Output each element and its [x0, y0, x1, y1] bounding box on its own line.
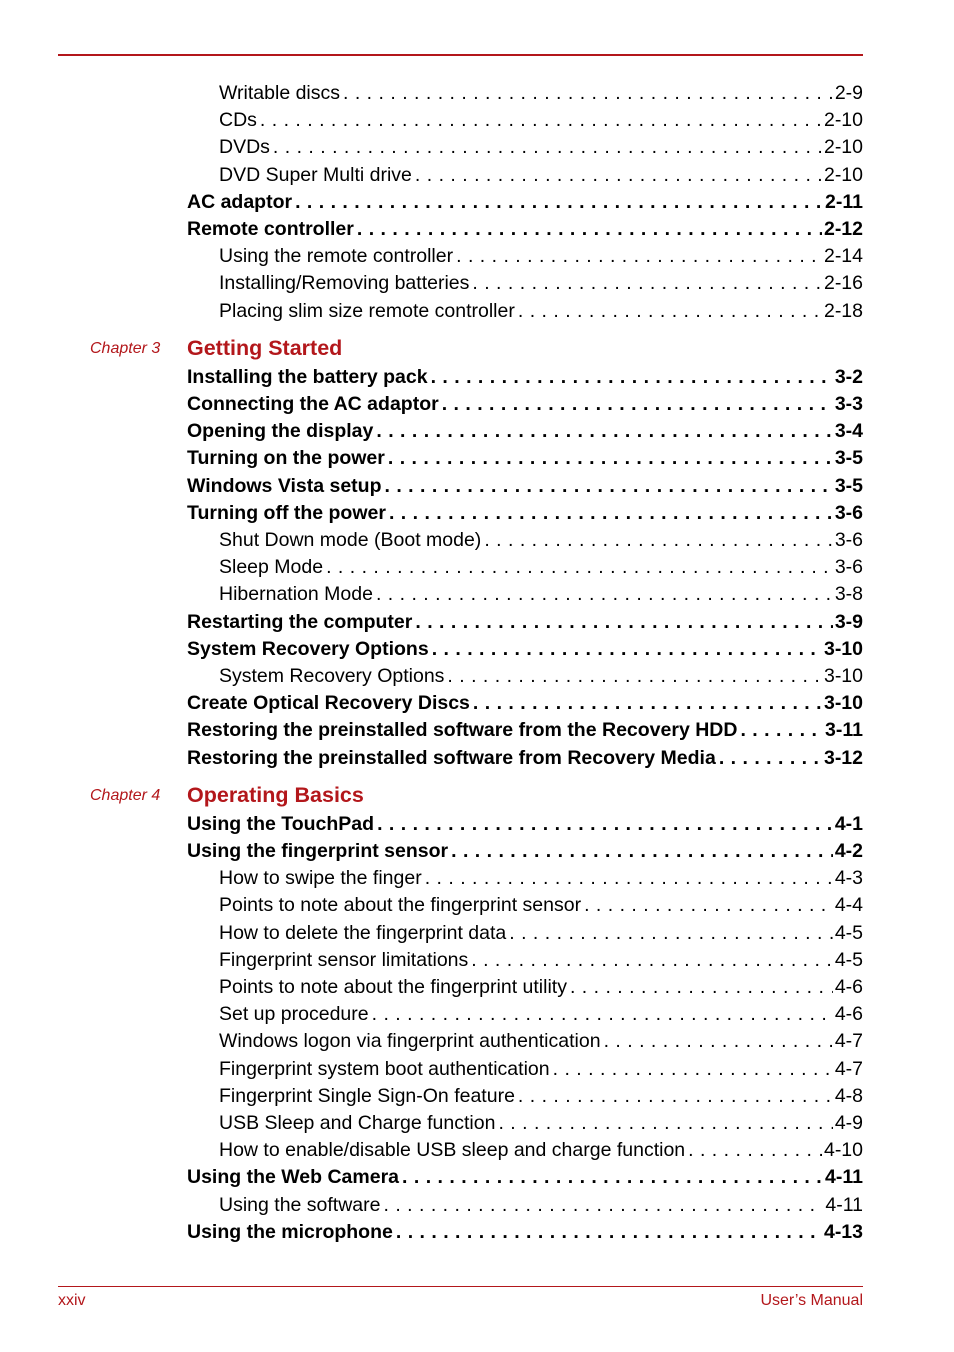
toc-subsection-entry[interactable]: [219, 583, 863, 610]
toc-entry-label: Using the Web Camera: [187, 1166, 400, 1189]
toc-entry-page: 4-13: [823, 1220, 863, 1243]
toc-section-entry[interactable]: [187, 1221, 863, 1248]
toc-entry-page: 2-10: [823, 163, 863, 186]
toc-subsection-entry[interactable]: [219, 245, 863, 272]
toc-subsection-entry[interactable]: [219, 109, 863, 136]
toc-entry-page: 3-5: [834, 474, 863, 497]
toc-entry-label: CDs: [219, 109, 257, 132]
toc-entry-page: 4-9: [834, 1112, 863, 1134]
toc-entry-page: 4-5: [834, 921, 863, 944]
toc-entry-page: 2-18: [823, 299, 863, 322]
toc-entry-label: Fingerprint system boot authentication: [219, 1057, 550, 1080]
toc-entry-page: 2-16: [823, 272, 863, 295]
toc-section-entry[interactable]: [187, 813, 863, 840]
toc-entry-label: Points to note about the fingerprint utility: [219, 976, 567, 998]
toc-entry-page: 2-10: [823, 109, 863, 132]
toc-leader-dots: [357, 218, 822, 241]
toc-entry-page: 3-6: [834, 501, 863, 524]
toc-entry-page: 2-9: [834, 82, 863, 104]
toc-entry-page: 3-4: [834, 420, 863, 443]
toc-leader-dots: [425, 867, 833, 890]
toc-entry-label: Create Optical Recovery Discs: [187, 692, 470, 715]
toc-leader-dots: [456, 245, 822, 268]
toc-entry-label: Shut Down mode (Boot mode): [219, 529, 482, 551]
toc-section-entry[interactable]: [187, 393, 863, 420]
toc-entry-label: Turning off the power: [187, 501, 386, 524]
toc-leader-dots: [402, 1166, 823, 1189]
toc-entry-label: Placing slim size remote controller: [219, 299, 515, 322]
toc-section-entry[interactable]: [187, 692, 863, 719]
toc-entry-page: 4-7: [834, 1057, 863, 1080]
toc-leader-dots: [377, 813, 833, 836]
toc-leader-dots: [260, 109, 822, 132]
chapter-tag: Chapter 4: [90, 786, 161, 804]
toc-entry-page: 3-10: [823, 637, 863, 660]
toc-entry-label: Fingerprint sensor limitations: [219, 948, 469, 971]
toc-section-entry[interactable]: [187, 611, 863, 638]
toc-leader-dots: [473, 692, 822, 715]
toc-leader-dots: [472, 272, 822, 295]
toc-leader-dots: [415, 164, 822, 187]
toc-leader-dots: [376, 583, 833, 606]
toc-section-entry[interactable]: [187, 420, 863, 447]
toc-entry-page: 4-3: [834, 867, 863, 890]
toc-entry-page: 2-11: [825, 190, 863, 213]
toc-entry-page: 3-11: [825, 719, 863, 742]
toc-entry-label: How to swipe the finger: [219, 867, 422, 890]
toc-leader-dots: [431, 366, 833, 389]
toc-section-entry[interactable]: [187, 502, 863, 529]
toc-leader-dots: [518, 1085, 833, 1108]
footer-rule: [58, 1286, 863, 1287]
toc-subsection-entry[interactable]: [219, 300, 863, 327]
toc-entry-label: DVD Super Multi drive: [219, 163, 412, 186]
toc-subsection-entry[interactable]: [219, 1030, 863, 1057]
toc-entry-page: 4-4: [834, 894, 863, 917]
footer-page-number: xxiv: [58, 1292, 86, 1309]
toc-entry-page: 4-8: [834, 1084, 863, 1107]
toc-leader-dots: [273, 136, 822, 159]
toc-entry-page: 4-11: [825, 1166, 863, 1189]
toc-entry-page: 3-5: [834, 447, 863, 470]
header-rule: [58, 54, 863, 56]
toc-subsection-entry[interactable]: [219, 556, 863, 583]
toc-entry-label: Sleep Mode: [219, 556, 324, 579]
toc-entry-page: 4-10: [823, 1139, 863, 1162]
toc-entry-label: Installing the battery pack: [187, 365, 428, 388]
toc-section-entry[interactable]: [187, 191, 863, 218]
toc-leader-dots: [376, 420, 832, 443]
toc-entry-label: System Recovery Options: [187, 637, 429, 660]
toc-subsection-entry[interactable]: [219, 164, 863, 191]
toc-entry-label: Windows logon via fingerprint authentication: [219, 1030, 601, 1053]
toc-subsection-entry[interactable]: [219, 529, 863, 556]
toc-leader-dots: [570, 976, 833, 999]
toc-entry-label: Turning on the power: [187, 447, 385, 470]
toc-subsection-entry[interactable]: [219, 1058, 863, 1085]
toc-entry-label: Fingerprint Single Sign-On feature: [219, 1084, 515, 1107]
toc-entry-page: 4-11: [825, 1193, 863, 1216]
toc-entry-page: 3-8: [834, 583, 863, 606]
toc-entry-label: Hibernation Mode: [219, 583, 373, 606]
toc-section-entry[interactable]: [187, 638, 863, 665]
toc-entry-page: 3-3: [834, 393, 863, 415]
toc-section-entry[interactable]: [187, 447, 863, 474]
toc-section-entry[interactable]: [187, 719, 863, 746]
toc-leader-dots: [372, 1003, 833, 1026]
toc-entry-label: Set up procedure: [219, 1003, 369, 1026]
toc-entry-page: 3-10: [823, 692, 863, 715]
toc-leader-dots: [396, 1221, 822, 1244]
toc-entry-label: Restoring the preinstalled software from the Recovery HDD: [187, 719, 738, 742]
toc-entry-label: Using the TouchPad: [187, 812, 375, 835]
toc-leader-dots: [518, 300, 822, 323]
toc-leader-dots: [451, 840, 833, 863]
toc-section-entry[interactable]: [187, 366, 863, 393]
toc-entry-page: 3-12: [823, 746, 863, 769]
toc-entry-label: Installing/Removing batteries: [219, 272, 470, 295]
toc-leader-dots: [343, 82, 833, 105]
toc-leader-dots: [389, 502, 833, 525]
toc-entry-label: DVDs: [219, 136, 270, 159]
toc-entry-page: 3-6: [834, 529, 863, 551]
toc-subsection-entry[interactable]: [219, 949, 863, 976]
toc-leader-dots: [432, 638, 822, 661]
toc-leader-dots: [471, 949, 833, 972]
toc-entry-label: How to enable/disable USB sleep and charge function: [219, 1139, 686, 1162]
chapter-tag: Chapter 3: [90, 339, 161, 357]
toc-leader-dots: [384, 1194, 824, 1217]
toc-entry-page: 2-14: [823, 245, 863, 268]
toc-leader-dots: [447, 665, 822, 688]
toc-entry-page: 4-5: [834, 948, 863, 971]
toc-leader-dots: [388, 447, 833, 470]
toc-leader-dots: [415, 611, 832, 634]
toc-leader-dots: [740, 719, 823, 742]
toc-subsection-entry[interactable]: [219, 82, 863, 109]
toc-section-entry[interactable]: [187, 475, 863, 502]
toc-leader-dots: [604, 1030, 833, 1053]
toc-subsection-entry[interactable]: [219, 1085, 863, 1112]
toc-entry-label: Connecting the AC adaptor: [187, 393, 439, 415]
toc-entry-page: 4-1: [834, 812, 863, 835]
toc-entry-page: 3-9: [834, 610, 863, 633]
toc-entry-page: 4-6: [834, 1003, 863, 1026]
toc-entry-label: USB Sleep and Charge function: [219, 1112, 496, 1134]
toc-entry-label: Using the remote controller: [219, 245, 454, 268]
toc-entry-label: System Recovery Options: [219, 665, 445, 687]
toc-entry-label: Opening the display: [187, 420, 374, 443]
toc-entry-label: Using the microphone: [187, 1220, 393, 1243]
toc-entry-page: 4-2: [834, 840, 863, 862]
chapter-title[interactable]: Operating Basics: [187, 782, 364, 807]
toc-leader-dots: [553, 1058, 833, 1081]
toc-subsection-entry[interactable]: [219, 272, 863, 299]
footer-manual-title: User’s Manual: [760, 1292, 863, 1309]
toc-entry-page: 3-10: [823, 665, 863, 687]
toc-entry-label: Writable discs: [219, 82, 341, 104]
toc-subsection-entry[interactable]: [219, 976, 863, 1003]
toc-entry-label: AC adaptor: [187, 190, 293, 213]
toc-entry-page: 2-12: [823, 218, 863, 240]
toc-subsection-entry[interactable]: [219, 1139, 863, 1166]
toc-subsection-entry[interactable]: [219, 894, 863, 921]
toc-leader-dots: [688, 1139, 822, 1162]
toc-entry-label: Restoring the preinstalled software from Recovery Media: [187, 746, 716, 769]
toc-subsection-entry[interactable]: [219, 665, 863, 692]
toc-leader-dots: [584, 894, 833, 917]
toc-entry-label: Windows Vista setup: [187, 474, 382, 497]
toc-entry-label: Using the fingerprint sensor: [187, 840, 449, 862]
chapter-title[interactable]: Getting Started: [187, 335, 343, 360]
toc-entry-page: 3-2: [834, 365, 863, 388]
toc-leader-dots: [442, 393, 833, 416]
toc-entry-label: Remote controller: [187, 218, 354, 240]
toc-leader-dots: [509, 922, 833, 945]
toc-leader-dots: [498, 1112, 832, 1135]
toc-entry-page: 4-7: [834, 1030, 863, 1053]
toc-leader-dots: [719, 747, 822, 770]
toc-leader-dots: [326, 556, 833, 579]
toc-subsection-entry[interactable]: [219, 922, 863, 949]
toc-leader-dots: [385, 475, 833, 498]
toc-subsection-entry[interactable]: [219, 867, 863, 894]
toc-subsection-entry[interactable]: [219, 1003, 863, 1030]
toc-subsection-entry[interactable]: [219, 1194, 863, 1221]
toc-entry-page: 4-6: [834, 976, 863, 998]
toc-leader-dots: [295, 191, 823, 214]
toc-entry-label: Using the software: [219, 1193, 381, 1216]
toc-entry-label: Points to note about the fingerprint sensor: [219, 894, 582, 917]
toc-subsection-entry[interactable]: [219, 136, 863, 163]
toc-section-entry[interactable]: [187, 747, 863, 774]
toc-section-entry[interactable]: [187, 840, 863, 867]
toc-section-entry[interactable]: [187, 1166, 863, 1193]
toc-entry-page: 2-10: [823, 136, 863, 159]
toc-entry-label: Restarting the computer: [187, 610, 413, 633]
toc-entry-label: How to delete the fingerprint data: [219, 921, 507, 944]
toc-subsection-entry[interactable]: [219, 1112, 863, 1139]
toc-entry-page: 3-6: [834, 556, 863, 579]
toc-section-entry[interactable]: [187, 218, 863, 245]
toc-leader-dots: [484, 529, 833, 552]
